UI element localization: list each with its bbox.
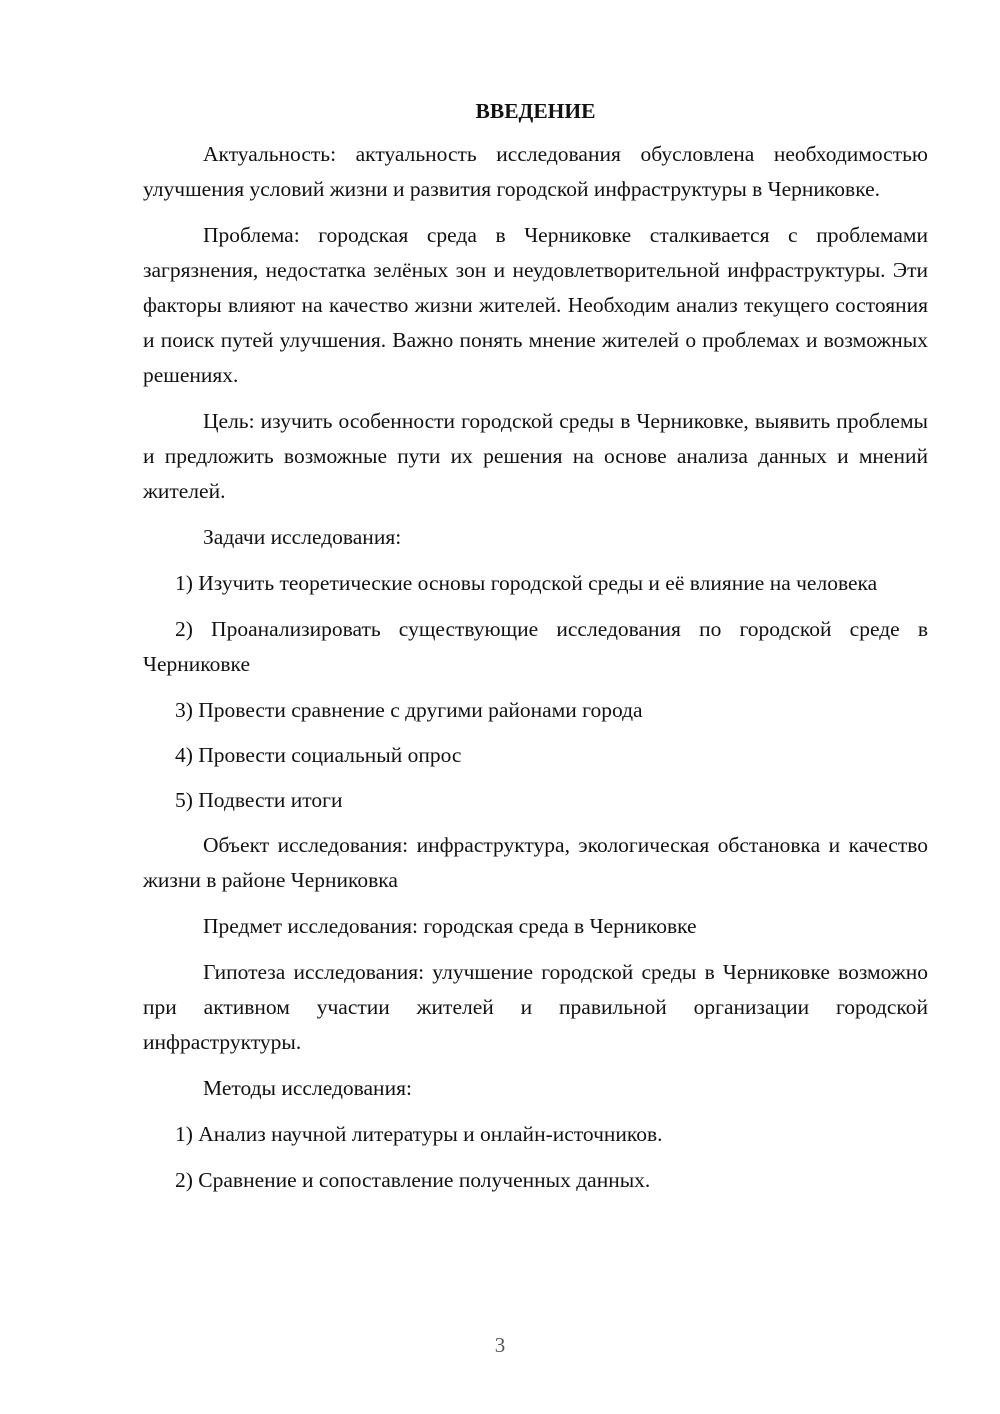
paragraph-goal: Цель: изучить особенности городской среды в Черниковке, выявить проблемы и предложить возможные пути их решения на основе анализа данных и мнений жителей. xyxy=(143,409,928,503)
paragraph-relevance: Актуальность: актуальность исследования обусловлена необходимостью улучшения условий жизни и развития городской инфраструктуры в Черниковке. xyxy=(143,142,928,201)
method-item-1: 1) Анализ научной литературы и онлайн-источников. xyxy=(175,1122,663,1146)
paragraph-subject: Предмет исследования: городская среда в Черниковке xyxy=(203,914,697,938)
task-item-5: 5) Подвести итоги xyxy=(175,788,343,812)
page-number: 3 xyxy=(494,1333,506,1357)
document-page xyxy=(143,96,928,1209)
task-item-2: 2) Проанализировать существующие исследования по городской среде в Черниковке xyxy=(143,617,928,676)
paragraph-hypothesis: Гипотеза исследования: улучшение городской среды в Черниковке возможно при активном участии жителей и правильной организации городской инфраструктуры. xyxy=(143,960,928,1054)
task-item-3: 3) Провести сравнение с другими районами города xyxy=(175,698,643,722)
section-title: ВВЕДЕНИЕ xyxy=(475,99,596,123)
task-item-1: 1) Изучить теоретические основы городской среды и её влияние на человека xyxy=(175,571,878,595)
methods-heading: Методы исследования: xyxy=(203,1076,412,1100)
task-item-4: 4) Провести социальный опрос xyxy=(175,743,462,767)
paragraph-object: Объект исследования: инфраструктура, экологическая обстановка и качество жизни в районе Черниковка xyxy=(143,833,928,892)
paragraph-problem: Проблема: городская среда в Черниковке сталкивается с проблемами загрязнения, недостатка зелёных зон и неудовлетворительной инфраструктуры. Эти факторы влияют на качество жизни жителей. Необходим анализ текущего состояния и поиск путей улучшения. Важно понять мнение жителей о проблемах и возможных решениях. xyxy=(143,223,928,387)
tasks-heading: Задачи исследования: xyxy=(203,525,402,549)
method-item-2: 2) Сравнение и сопоставление полученных данных. xyxy=(175,1168,651,1192)
